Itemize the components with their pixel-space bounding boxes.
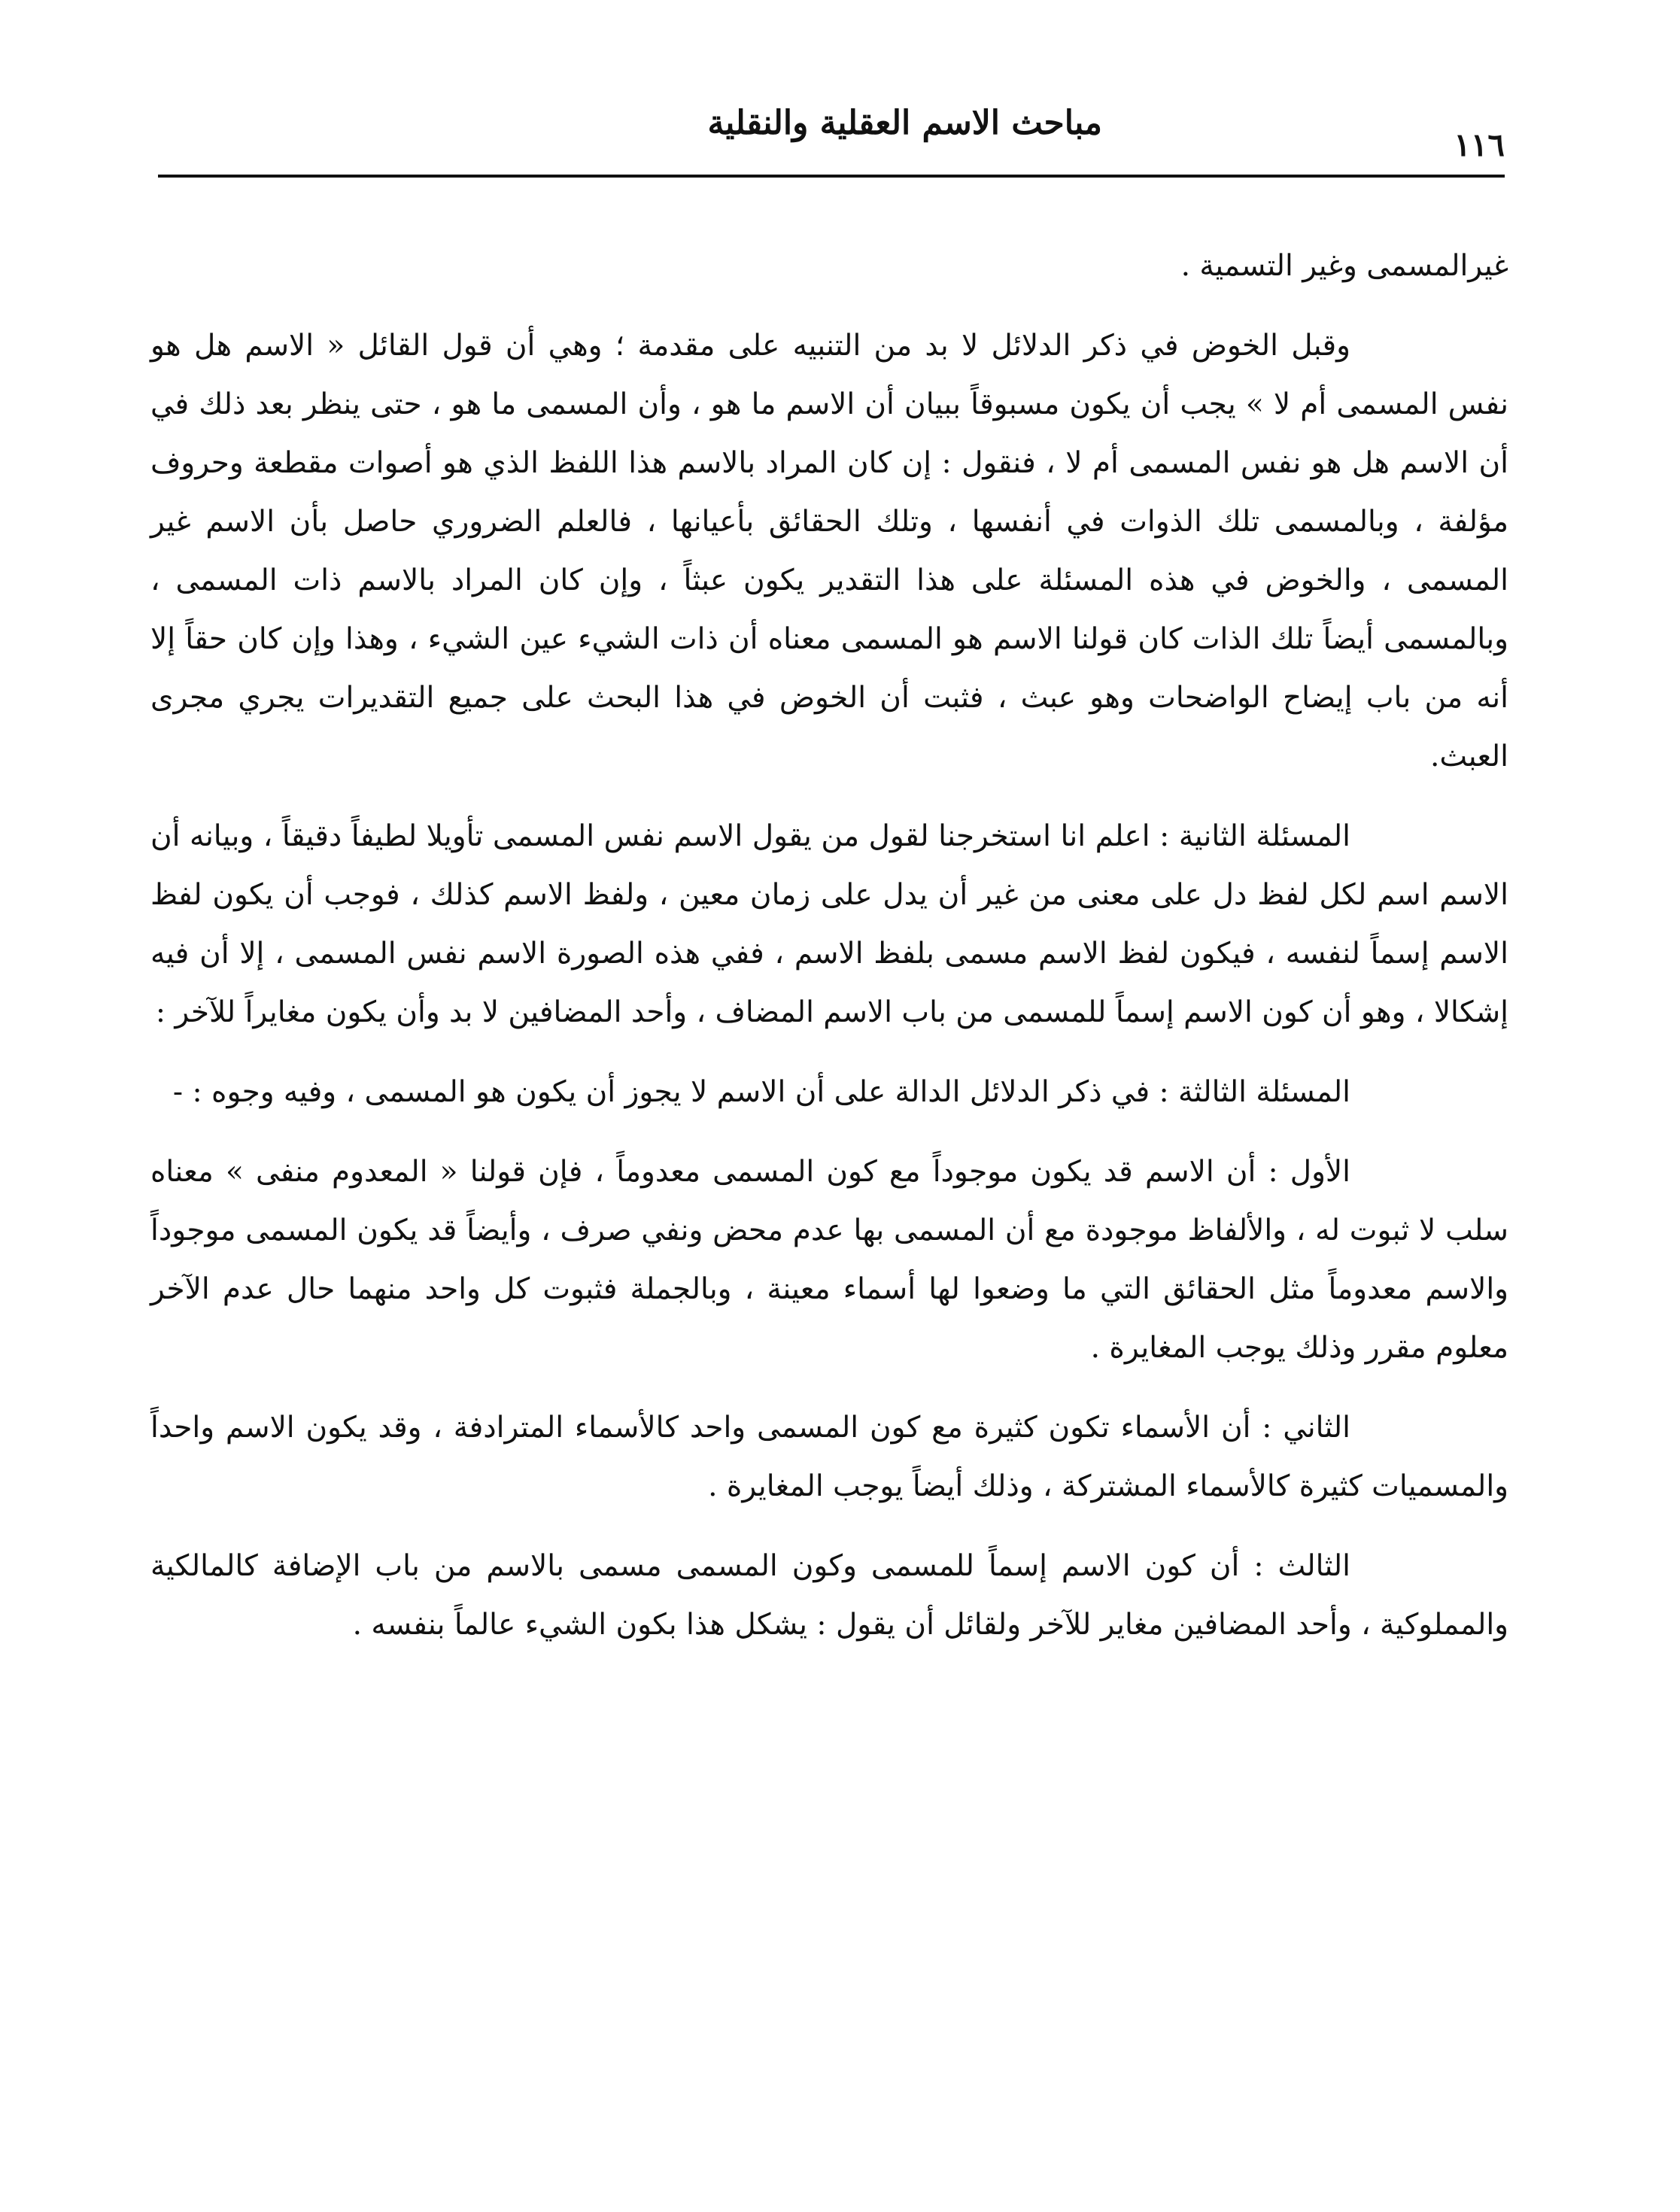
paragraph-7: الثالث : أن كون الاسم إسماً للمسمى وكون المسمى مسمى بالاسم من باب الإضافة كالمالكية والمملوكية ، وأحد المضافين مغاير للآخر ولقائل أن يقول : يشكل هذا بكون الشيء عالماً بنفسه .: [150, 1549, 1508, 1642]
paragraph-3: المسئلة الثانية : اعلم انا استخرجنا لقول من يقول الاسم نفس المسمى تأويلا لطيفاً دقيقاً ، وبيانه أن الاسم اسم لكل لفظ دل على معنى من غير أن يدل على زمان معين ، ولفظ الاسم كذلك ، فوجب أن يكون لفظ الاسم إسماً لنفسه ، فيكون لفظ الاسم مسمى بلفظ الاسم ، ففي هذه الصورة الاسم نفس المسمى ، إلا أن فيه إشكالا ، وهو أن كون الاسم إسماً للمسمى من باب الاسم المضاف ، وأحد المضافين لا بد وأن يكون مغايراً للآخر :: [150, 819, 1508, 1029]
paragraph-2: وقبل الخوض في ذكر الدلائل لا بد من التنبيه على مقدمة ؛ وهي أن قول القائل « الاسم هل هو نفس المسمى أم لا » يجب أن يكون مسبوقاً ببيان أن الاسم ما هو ، وأن المسمى ما هو ، حتى ينظر بعد ذلك في أن الاسم هل هو نفس المسمى أم لا ، فنقول : إن كان المراد بالاسم هذا اللفظ الذي هو أصوات مقطعة وحروف مؤلفة ، وبالمسمى تلك الذوات في أنفسها ، وتلك الحقائق بأعيانها ، فالعلم الضروري حاصل بأن الاسم غير المسمى ، والخوض في هذه المسئلة على هذا التقدير يكون عبثاً ، وإن كان المراد بالاسم ذات المسمى ، وبالمسمى أيضاً تلك الذات كان قولنا الاسم هو المسمى معناه أن ذات الشيء عين الشيء ، وهذا وإن كان حقاً إلا أنه من باب إيضاح الواضحات وهو عبث ، فثبت أن الخوض في هذا البحث على جميع التقديرات يجري مجرى العبث.: [150, 329, 1508, 773]
paragraph-1: غيرالمسمى وغير التسمية .: [1180, 249, 1508, 283]
running-title: مباحث الاسم العقلية والنقلية: [707, 104, 1102, 142]
paragraph-5: الأول : أن الاسم قد يكون موجوداً مع كون المسمى معدوماً ، فإن قولنا « المعدوم منفى » معناه سلب لا ثبوت له ، والألفاظ موجودة مع أن المسمى بها عدم محض ونفي صرف ، وأيضاً قد يكون المسمى موجوداً والاسم معدوماً مثل الحقائق التي ما وضعوا لها أسماء معينة ، وبالجملة فثبوت كل واحد منهما حال عدم الآخر معلوم مقرر وذلك يوجب المغايرة .: [150, 1155, 1508, 1365]
paragraph-4: المسئلة الثالثة : في ذكر الدلائل الدالة على أن الاسم لا يجوز أن يكون هو المسمى ، وفيه وجوه : -: [172, 1075, 1350, 1109]
page-number: ١١٦: [1454, 126, 1505, 163]
body-text: [150, 237, 1508, 1676]
paragraph-6: الثاني : أن الأسماء تكون كثيرة مع كون المسمى واحد كالأسماء المترادفة ، وقد يكون الاسم واحداً والمسميات كثيرة كالأسماء المشتركة ، وذلك أيضاً يوجب المغايرة .: [150, 1411, 1508, 1503]
header-rule: [158, 175, 1505, 178]
page-header: [158, 98, 1505, 181]
